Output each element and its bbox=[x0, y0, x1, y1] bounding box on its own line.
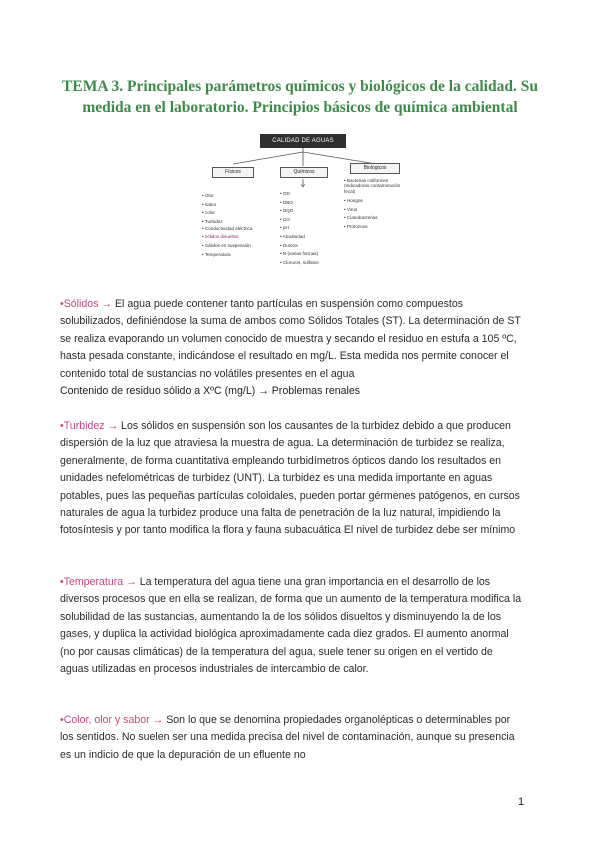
list-item: • Virus bbox=[344, 206, 410, 215]
section-bullet: • bbox=[60, 714, 64, 726]
section-temperatura bbox=[60, 574, 524, 678]
section-keyword: Temperatura bbox=[63, 576, 124, 588]
diagram-header: CALIDAD DE AGUAS bbox=[260, 134, 346, 148]
list-item: • N (varias formas) bbox=[280, 250, 348, 259]
diagram-list-biologicos bbox=[344, 178, 410, 232]
water-quality-diagram bbox=[198, 134, 410, 278]
list-item: • Temperatura bbox=[202, 251, 268, 260]
section-solidos bbox=[60, 296, 524, 400]
section-keyword: Color, olor y sabor bbox=[63, 714, 150, 726]
diagram-column-biologicos: Biológicos bbox=[350, 163, 400, 174]
section-keyword: Turbidez bbox=[63, 420, 105, 432]
arrow-icon: → bbox=[152, 714, 164, 726]
diagram-list-quimicos bbox=[280, 190, 348, 267]
list-item: • Alcalinidad bbox=[280, 233, 348, 242]
section-color-olor-sabor bbox=[60, 712, 524, 764]
list-item: • sólidos disueltos bbox=[202, 233, 268, 242]
list-item: • Olor bbox=[202, 192, 268, 201]
arrow-icon: → bbox=[107, 420, 119, 432]
arrow-icon: → bbox=[101, 298, 113, 310]
list-item: • Bacterias coliformes (Indicadoras contaminación fecal) bbox=[344, 178, 410, 194]
list-item: • CO bbox=[280, 216, 348, 225]
diagram-column-quimicos: Químicos bbox=[280, 167, 328, 178]
section-extra: Contenido de residuo sólido a XºC (mg/L) → Problemas renales bbox=[60, 385, 361, 398]
list-item: • Sólidos en suspensión bbox=[202, 242, 268, 251]
section-text: El agua puede contener tanto partículas en suspensión como compuestos solubilizados, definiéndose la suma de ambos como Sólidos Totales (ST). La determinación de ST se realiza evaporando un volumen conocido de muestra y secando el residuo en estufa a 105 ºC, hasta pesada constante, indicándose el resultado en mg/L. Esta medida nos permite conocer el contenido total de sustancias no volátiles presentes en el agua bbox=[60, 298, 521, 380]
section-text: Los sólidos en suspensión son los causantes de la turbidez debido a que producen dispersión de la luz que atraviesa la muestra de agua. La determinación de turbidez se realiza, generalmente, de forma cuantitativa empleando turbidímetros ópticos dando los resultados en unidades nefelométricas de turbidez (UNT). La turbidez es una medida importante en aguas potables, pues las pequeñas partículas coloidales, pueden portar gérmenes patógenos, en cursos naturales de agua la turbidez produce una falta de penetración de la luz natural, impidiendo la fotosíntesis y por tanto modifica la flora y fauna subacuática El nivel de turbidez debe ser mínimo bbox=[60, 420, 520, 537]
section-text: Son lo que se denomina propiedades organolépticas o determinables por los sentidos. No suelen ser una medida precisa del nivel de contaminación, aunque su presencia es un indicio de que la depuración de un efluente no bbox=[60, 714, 515, 761]
diagram-list-fisicos bbox=[202, 192, 268, 259]
list-item: • color bbox=[202, 209, 268, 218]
list-item: • Cloruros, sulfatos bbox=[280, 259, 348, 268]
list-item: • Dureza bbox=[280, 242, 348, 251]
list-item: • Protozoos bbox=[344, 223, 410, 232]
section-text: La temperatura del agua tiene una gran importancia en el desarrollo de los diversos procesos que en ella se realizan, de forma que un aumento de la temperatura modifica la solubilidad de las sustancias, aumentando la de los sólidos disueltos y disminuyendo la de los gases, y duplica la actividad biológica aproximadamente cada diez grados. El aumento anormal (no por causas climáticas) de la temperatura del agua, suele tener su origen en el vertido de aguas utilizadas en procesos industriales de intercambio de calor. bbox=[60, 576, 522, 676]
diagram-column-fisicos: Físicos bbox=[212, 167, 254, 178]
section-bullet: • bbox=[60, 576, 64, 588]
arrow-icon: → bbox=[126, 576, 137, 588]
list-item: • Cianobacterias bbox=[344, 214, 410, 223]
page-title: TEMA 3. Principales parámetros químicos y biológicos de la calidad. Su medida en el laboratorio. Principios básicos de química ambiental bbox=[62, 78, 538, 116]
section-keyword: Sólidos bbox=[63, 298, 99, 310]
list-item: • sabor bbox=[202, 201, 268, 210]
list-item: • pH bbox=[280, 224, 348, 233]
list-item: • Conductividad eléctrica bbox=[202, 226, 268, 231]
section-bullet: • bbox=[60, 298, 64, 310]
list-item: • DQO bbox=[280, 207, 348, 216]
list-item: • OD bbox=[280, 190, 348, 199]
page-number: 1 bbox=[518, 796, 525, 808]
list-item: • Hongos bbox=[344, 197, 410, 206]
section-turbidez bbox=[60, 418, 524, 540]
section-bullet: • bbox=[60, 420, 64, 432]
list-item: • DBO bbox=[280, 199, 348, 208]
list-item: • Turbidez bbox=[202, 218, 268, 227]
